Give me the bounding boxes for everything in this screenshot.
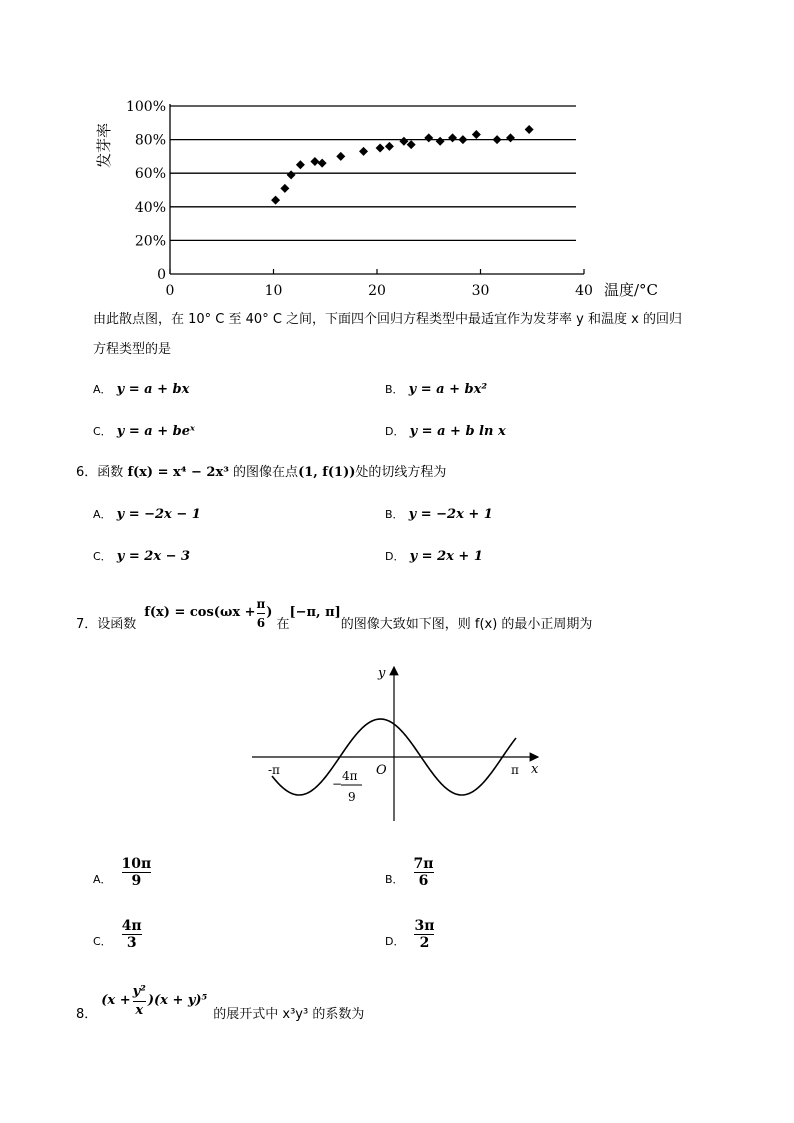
q6-middle: 的图像在点 — [233, 465, 299, 480]
germination-scatter-chart — [90, 94, 670, 306]
q6-function: f(x) = x⁴ − 2x³ — [127, 465, 229, 480]
data-point — [525, 125, 534, 134]
q6-point: (1, f(1)) — [298, 465, 356, 480]
q5-option-b[interactable] — [385, 378, 487, 397]
data-point — [448, 133, 457, 142]
x-tick-labels — [166, 283, 593, 299]
q7-middle: 在 — [276, 617, 290, 632]
q7-option-a[interactable] — [93, 856, 151, 889]
fraction-denominator: 2 — [419, 935, 430, 951]
x-tick-label: 10 — [264, 283, 283, 299]
q6-option-d[interactable] — [385, 545, 483, 564]
option-label: D． — [385, 425, 405, 438]
q8-suffix: 的展开式中 x³y³ 的系数为 — [213, 1007, 365, 1022]
fraction-numerator: 10π — [121, 856, 152, 872]
option-label: B． — [385, 873, 404, 886]
option-label: B． — [385, 508, 404, 521]
option-fraction — [122, 918, 142, 951]
option-fraction — [414, 918, 434, 951]
option-label: D． — [385, 935, 405, 948]
q8-stem — [76, 978, 364, 1024]
y-tick-labels — [126, 99, 166, 283]
data-point — [359, 147, 368, 156]
q5-option-c[interactable] — [93, 420, 195, 439]
q8-expr-b: )(x + y)⁵ — [147, 993, 208, 1008]
q5-option-a[interactable] — [93, 378, 189, 397]
chart-axes — [170, 104, 584, 274]
q6-stem — [76, 464, 446, 482]
x-tick-label: 40 — [575, 283, 593, 299]
y-tick-label: 20% — [134, 233, 166, 250]
chart-gridlines — [170, 106, 576, 240]
q7-interval: [−π, π] — [289, 605, 341, 620]
q5-option-d[interactable] — [385, 420, 506, 439]
y-tick-label: 0 — [157, 267, 166, 283]
data-point — [424, 133, 433, 142]
q8-number: 8． — [76, 1007, 98, 1022]
cosine-graph — [240, 655, 550, 825]
fraction-numerator: π — [256, 596, 266, 611]
q7-prefix: 设函数 — [97, 617, 137, 632]
option-formula: y = a + b ln x — [409, 424, 506, 439]
fraction-numerator: 3π — [414, 918, 435, 934]
option-formula: y = −2x + 1 — [408, 507, 493, 522]
data-point — [280, 184, 289, 193]
q7-option-c[interactable] — [93, 918, 142, 951]
y-tick-label: 100% — [125, 99, 166, 115]
q7-function-left: f(x) = cos(ωx + — [144, 605, 256, 620]
option-formula: y = a + beˣ — [116, 424, 195, 439]
zero-sign: − — [332, 777, 343, 791]
fraction-denominator: 6 — [418, 873, 429, 889]
fraction-denominator: 3 — [126, 935, 137, 951]
data-point — [506, 133, 515, 142]
option-fraction — [122, 856, 152, 889]
option-label: A． — [93, 383, 112, 396]
q7-function-right: ) — [266, 605, 273, 620]
option-formula: y = 2x + 1 — [409, 549, 483, 564]
q7-number: 7． — [76, 617, 98, 632]
option-formula: y = a + bx — [116, 382, 190, 397]
y-tick-label: 40% — [134, 199, 166, 216]
q7-stem — [76, 592, 592, 634]
origin-label: O — [376, 763, 387, 778]
q7-option-d[interactable] — [385, 918, 434, 951]
x-axis-label: x — [531, 762, 539, 777]
option-label: B． — [385, 383, 404, 396]
x-tick-label: 30 — [471, 283, 490, 299]
q8-fraction — [133, 983, 146, 1020]
q5-text-line2: 方程类型的是 — [93, 342, 172, 357]
data-points — [271, 125, 534, 205]
zero-numerator: 4π — [342, 769, 358, 783]
x-tick-label: 0 — [165, 283, 175, 299]
x-axis-title: 温度/°C — [604, 281, 659, 299]
fraction-numerator: y² — [132, 983, 146, 999]
option-label: A． — [93, 873, 112, 886]
option-label: C． — [93, 425, 112, 438]
left-end-label: -π — [268, 763, 280, 777]
data-point — [318, 159, 327, 168]
q7-function-fraction — [257, 595, 266, 632]
data-point — [376, 144, 385, 153]
fraction-denominator: 6 — [256, 615, 266, 630]
fraction-denominator: 9 — [131, 873, 142, 889]
fraction-denominator: x — [135, 1002, 144, 1018]
data-point — [458, 135, 467, 144]
option-label: D． — [385, 550, 405, 563]
data-point — [436, 137, 445, 146]
data-point — [310, 157, 319, 166]
q6-prefix: 函数 — [97, 465, 124, 480]
option-formula: y = −2x − 1 — [116, 507, 201, 522]
data-point — [271, 196, 280, 205]
q5-text-line1: 由此散点图，在 10° C 至 40° C 之间，下面四个回归方程类型中最适宜作为发芽率 y 和温度 x 的回归 — [93, 312, 682, 327]
option-fraction — [414, 856, 434, 889]
data-point — [385, 142, 394, 151]
q6-option-b[interactable] — [385, 503, 493, 522]
data-point — [336, 152, 345, 161]
option-formula: y = 2x − 3 — [116, 549, 191, 564]
data-point — [287, 170, 296, 179]
data-point — [296, 160, 305, 169]
data-point — [493, 135, 502, 144]
zero-denominator: 9 — [348, 790, 356, 804]
q7-suffix: 的图像大致如下图，则 f(x) 的最小正周期为 — [340, 617, 593, 632]
q6-number: 6． — [76, 465, 98, 480]
q7-option-b[interactable] — [385, 856, 434, 889]
option-formula: y = a + bx² — [408, 382, 488, 397]
y-axis-title: 发芽率 — [95, 122, 113, 168]
data-point — [472, 130, 481, 139]
y-tick-label: 60% — [134, 166, 166, 183]
option-label: A． — [93, 508, 112, 521]
y-axis-label: y — [378, 666, 386, 681]
q8-expr-a: (x + — [101, 993, 131, 1008]
option-label: C． — [93, 550, 112, 563]
fraction-numerator: 7π — [413, 856, 434, 872]
option-label: C． — [93, 935, 112, 948]
y-tick-label: 80% — [134, 132, 166, 149]
q6-suffix: 处的切线方程为 — [355, 465, 447, 480]
q6-option-a[interactable] — [93, 503, 201, 522]
fraction-numerator: 4π — [121, 918, 142, 934]
right-end-label: π — [511, 763, 519, 777]
q6-option-c[interactable] — [93, 545, 190, 564]
x-tick-label: 20 — [368, 283, 386, 299]
